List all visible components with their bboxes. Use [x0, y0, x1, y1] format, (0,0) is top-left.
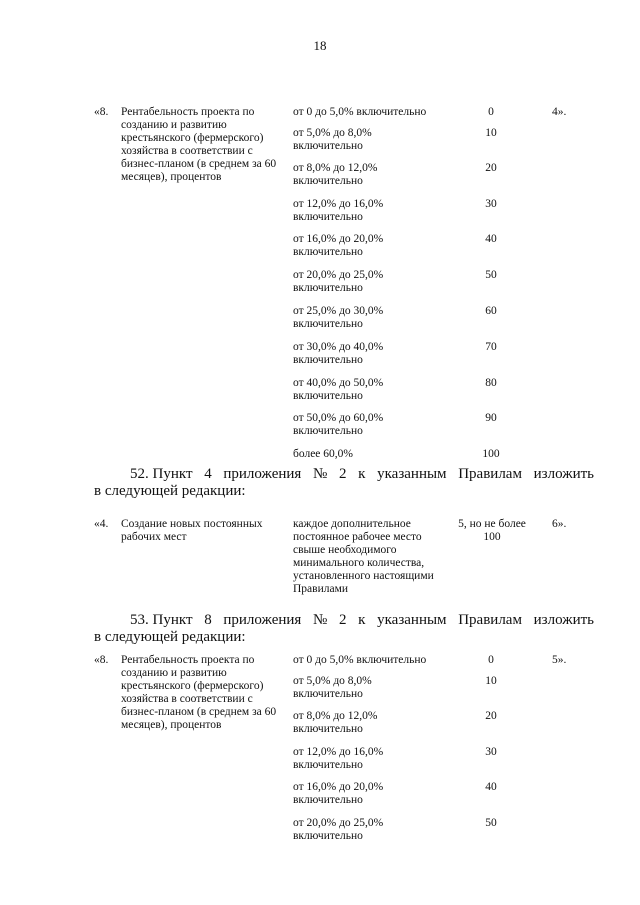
word: Правилам: [458, 466, 522, 482]
range-cell: от 8,0% до 12,0% включительно: [293, 710, 378, 735]
criterion-weight: 6».: [552, 518, 567, 530]
range-cell: более 60,0%: [293, 448, 353, 460]
range-cell: каждое дополнительное постоянное рабочее место свыше необходимого минимального количества, установленного настоящими Правилами: [293, 518, 434, 595]
criterion-weight: 5».: [552, 654, 567, 666]
word: 2: [338, 466, 347, 482]
value-cell: 50: [485, 817, 497, 829]
criterion-name: Рентабельность проекта по созданию и развитию крестьянского (фермерского) хозяйства в соответствии с бизнес-планом (в среднем за 60 месяцев), процентов: [121, 106, 277, 183]
value-cell: 40: [485, 233, 497, 245]
range-cell: от 8,0% до 12,0% включительно: [293, 162, 378, 187]
value-cell: 10: [485, 675, 497, 687]
value-cell: 50: [485, 269, 497, 281]
word: 52. Пункт: [130, 466, 193, 482]
range-cell: от 16,0% до 20,0% включительно: [293, 233, 384, 258]
word: указанным: [377, 466, 447, 482]
value-cell: 70: [485, 341, 497, 353]
paragraph-first-line: [94, 612, 594, 629]
criterion-number: «8.: [94, 106, 109, 118]
criterion-name: Рентабельность проекта по созданию и развитию крестьянского (фермерского) хозяйства в соответствии с бизнес-планом (в среднем за 60 месяцев), процентов: [121, 654, 277, 731]
range-cell: от 16,0% до 20,0% включительно: [293, 781, 384, 806]
value-cell: 60: [485, 305, 497, 317]
range-cell: от 0 до 5,0% включительно: [293, 106, 427, 118]
range-cell: от 20,0% до 25,0% включительно: [293, 269, 384, 294]
word: 4: [204, 466, 212, 482]
range-cell: от 50,0% до 60,0% включительно: [293, 412, 384, 437]
word: приложения: [223, 466, 302, 482]
range-cell: от 0 до 5,0% включительно: [293, 654, 427, 666]
paragraph-52: [94, 466, 594, 500]
value-cell: 20: [485, 710, 497, 722]
criterion-weight: 4».: [552, 106, 567, 118]
range-cell: от 25,0% до 30,0% включительно: [293, 305, 384, 330]
word: приложения: [223, 612, 302, 628]
word: №: [312, 466, 328, 482]
value-cell: 10: [485, 127, 497, 139]
word: к: [358, 612, 366, 628]
range-cell: от 40,0% до 50,0% включительно: [293, 377, 384, 402]
paragraph-first-line: [94, 466, 594, 483]
word: изложить: [533, 466, 594, 482]
value-cell: 5, но не более 100: [458, 518, 526, 543]
value-cell: 30: [485, 198, 497, 210]
criterion-number: «8.: [94, 654, 109, 666]
value-cell: 0: [488, 106, 494, 118]
value-cell: 0: [488, 654, 494, 666]
criterion-name: Создание новых постоянных рабочих мест: [121, 518, 263, 543]
paragraph-second-line: в следующей редакции:: [94, 483, 246, 499]
paragraph-53: [94, 612, 594, 646]
range-cell: от 12,0% до 16,0% включительно: [293, 198, 384, 223]
word: 2: [338, 612, 347, 628]
word: Правилам: [458, 612, 522, 628]
value-cell: 80: [485, 377, 497, 389]
value-cell: 100: [482, 448, 500, 460]
word: изложить: [533, 612, 594, 628]
criterion-number: «4.: [94, 518, 109, 530]
paragraph-second-line: в следующей редакции:: [94, 629, 246, 645]
value-cell: 90: [485, 412, 497, 424]
value-cell: 40: [485, 781, 497, 793]
word: к: [358, 466, 366, 482]
range-cell: от 5,0% до 8,0% включительно: [293, 675, 372, 700]
word: 53. Пункт: [130, 612, 193, 628]
page-number: 18: [313, 38, 327, 53]
range-cell: от 12,0% до 16,0% включительно: [293, 746, 384, 771]
word: 8: [204, 612, 212, 628]
range-cell: от 5,0% до 8,0% включительно: [293, 127, 372, 152]
word: №: [312, 612, 328, 628]
word: указанным: [377, 612, 447, 628]
range-cell: от 30,0% до 40,0% включительно: [293, 341, 384, 366]
value-cell: 30: [485, 746, 497, 758]
range-cell: от 20,0% до 25,0% включительно: [293, 817, 384, 842]
value-cell: 20: [485, 162, 497, 174]
